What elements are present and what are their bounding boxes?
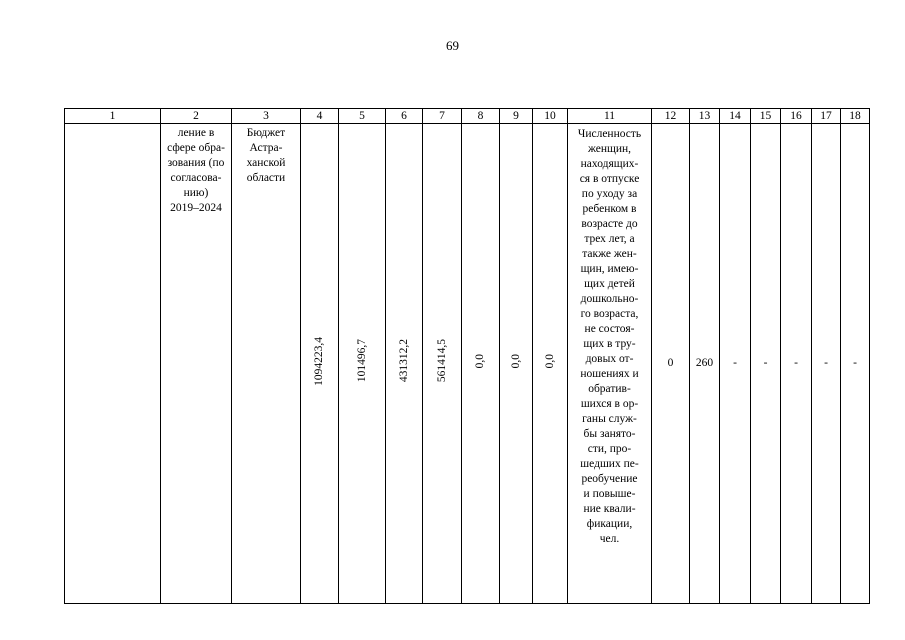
header-cell: 11	[568, 109, 652, 124]
header-cell: 14	[720, 109, 751, 124]
cell-col-5	[339, 124, 386, 604]
header-cell: 4	[301, 109, 339, 124]
amount-col-7: 561414,5	[435, 339, 448, 383]
header-cell: 3	[232, 109, 301, 124]
header-cell: 8	[462, 109, 500, 124]
cell-col-12: 0	[652, 124, 690, 604]
cell-col-4	[301, 124, 339, 604]
header-cell: 15	[751, 109, 781, 124]
cell-col-15: -	[751, 124, 781, 604]
cell-col-16: -	[781, 124, 812, 604]
amount-col-8: 0,0	[474, 353, 486, 369]
header-cell: 5	[339, 109, 386, 124]
funding-source-text: Бюджет Астра- ханской области	[246, 127, 286, 184]
indicator-description: Численность женщин, находящих- ся в отпуске по уходу за ребенком в возрасте до трех лет, а также жен- щин, имею- щих детей дошкольно- го возраста, не состоя- щих в тру- довых от- ношениях и обратив- шихся в ор- ганы служ- бы занято- сти, про- шедших пе- реобучение и повыше- ние квали- фикации, чел.	[577, 128, 642, 545]
header-cell: 9	[500, 109, 533, 124]
header-cell: 6	[386, 109, 423, 124]
amount-col-6: 431312,2	[397, 339, 410, 383]
cell-col-17: -	[812, 124, 841, 604]
event-description-text: ление в сфере обра- зования (по согласова- нию) 2019–2024	[167, 127, 225, 214]
amount-col-9: 0,0	[509, 353, 522, 369]
cell-col-14: -	[720, 124, 751, 604]
cell-col-11	[568, 124, 652, 604]
amount-col-10: 0,0	[543, 353, 556, 369]
header-cell: 1	[65, 109, 161, 124]
cell-col-2	[161, 124, 232, 604]
amount-col-5: 101496,7	[355, 339, 368, 383]
page-number: 69	[446, 38, 459, 53]
header-cell: 12	[652, 109, 690, 124]
cell-col-13: 260	[690, 124, 720, 604]
header-cell: 10	[533, 109, 568, 124]
header-cell: 13	[690, 109, 720, 124]
header-cell: 17	[812, 109, 841, 124]
cell-col-7	[423, 124, 462, 604]
header-cell: 18	[841, 109, 870, 124]
header-cell: 16	[781, 109, 812, 124]
cell-col-8	[462, 124, 500, 604]
total-amount: 1094223,4	[313, 336, 325, 386]
cell-col-3	[232, 124, 301, 604]
cell-col-18: -	[841, 124, 870, 604]
cell-col-9	[500, 124, 533, 604]
header-cell: 7	[423, 109, 462, 124]
header-row	[65, 109, 870, 124]
table-row	[65, 124, 870, 604]
cell-col-1	[65, 124, 161, 604]
cell-col-6	[386, 124, 423, 604]
data-table	[64, 108, 870, 604]
cell-col-10	[533, 124, 568, 604]
header-cell: 2	[161, 109, 232, 124]
